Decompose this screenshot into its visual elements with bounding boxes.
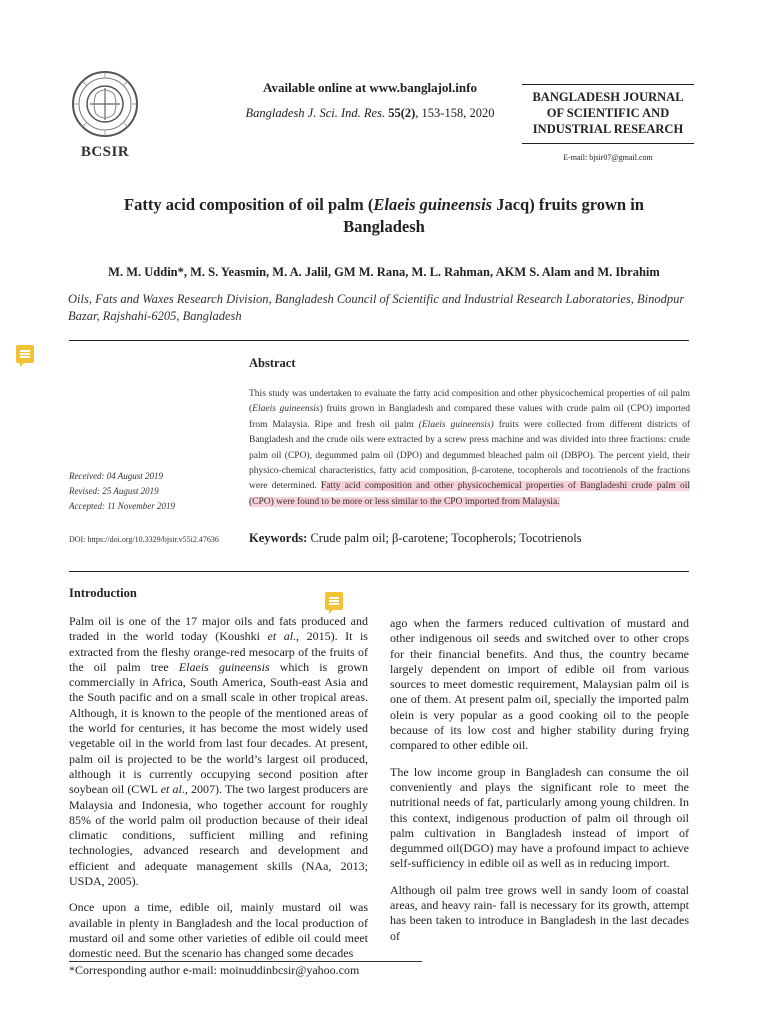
title-species: Elaeis guineensis <box>373 195 493 214</box>
abstract-species: Elaeis guineensis <box>252 404 320 415</box>
article-title <box>70 194 698 238</box>
paragraph: Although oil palm tree grows well in sandy loom of coastal areas, and heavy rain- fall is necessary for its growth, attempt has been taken to introduce in Bangladesh in the last decades of <box>390 882 689 943</box>
text-fragment: which is grown commercially in Africa, South America, South-east Asia and the South pacific and on a small scale in other tropical areas. Although, it is known to the people of the mentioned areas of the world for centuries, it has become the most widely used vegetable oil in the world from last four decades. At present, palm oil is projected to be the world’s largest oil produced, although it is currently occupying second position after soybean oil (CWL <box>69 659 369 797</box>
text-fragment: Elaeis guineensis <box>178 659 270 674</box>
citation-pages: , 153-158, 2020 <box>415 106 495 120</box>
text-fragment: ., 2015). It is extracted from the fleshy orange-red mesocarp of the fruits of the oil palm tree <box>69 629 368 674</box>
keywords <box>249 531 582 546</box>
abstract-fragment: fruits were collected from different districts of Bangladesh and the crude oils were extracted by a screw press machine and was divided into three fractions: crude palm oil (CPO), degummed palm oil (DPO) and degummed bleached palm oil (DBPO). The percent yield, their physico-chemical characteristics, fatty acid composition, β-carotene, tocopherols and tocotrienols of the fractions were determined. <box>249 419 690 492</box>
title-part: Jacq) fruits grown in <box>492 195 644 214</box>
text-fragment: et al <box>267 629 294 644</box>
paragraph: Once upon a time, edible oil, mainly mustard oil was available in plenty in Bangladesh and the local production of mustard oil and some other varieties of edible oil could meet domestic need. But the scenario has changed some decades <box>69 900 368 961</box>
bcsir-logo <box>60 64 150 174</box>
doi-link[interactable]: DOI: https://doi.org/10.3329/bjsir.v55i2.47636 <box>69 535 219 544</box>
author-list: M. M. Uddin*, M. S. Yeasmin, M. A. Jalil, GM M. Rana, M. L. Rahman, AKM S. Alam and M. Ibrahim <box>108 265 660 279</box>
abstract-heading: Abstract <box>249 356 296 370</box>
journal-name-line: BANGLADESH JOURNAL <box>532 90 684 104</box>
journal-citation <box>190 106 550 121</box>
abstract-fragment: ) fruits grown in Bangladesh and compared these values with crude palm oil (CPO) imported from Malaysia. Ripe and fresh oil palm <box>249 404 690 430</box>
paragraph: The low income group in Bangladesh can consume the oil conveniently and plays the significant role to meet the nutritional needs of fat, particularly among young children. In this context, indigenous production of palm oil through oil palm cultivation in Bangladesh instead of import of degummed oil(DGO) may have a profound impact to achieve self-sufficiency in edible oil as well as in reducing import. <box>390 764 689 871</box>
abstract-species: (Elaeis guineensis) <box>418 419 494 430</box>
comment-icon[interactable] <box>325 592 343 610</box>
paragraph: ago when the farmers reduced cultivation of mustard and other indigenous oil seeds and switched over to other crops for their financial benefits. And thus, the country became largely dependent on import of edible oil from various sources to meet domestic requirement, Malaysian palm oil is one of them. At present palm oil, specially the imported palm olein is very popular as a good cooking oil to the people because of its low cost and higher stability during frying compared to other edible oil. <box>390 616 689 753</box>
article-dates <box>69 469 175 514</box>
received-date: Received: 04 August 2019 <box>69 471 164 481</box>
corresponding-author-footnote: *Corresponding author e-mail: moinuddinbcsir@yahoo.com <box>69 963 360 977</box>
journal-name-line: OF SCIENTIFIC AND <box>546 106 670 120</box>
keywords-text: Crude palm oil; β-carotene; Tocopherols; Tocotrienols <box>307 531 582 545</box>
journal-email: E-mail: bjsir07@gmail.com <box>563 153 653 162</box>
bcsir-seal-icon <box>60 64 150 144</box>
citation-journal: Bangladesh J. Sci. Ind. Res. <box>245 106 386 120</box>
accepted-date: Accepted: 11 November 2019 <box>69 501 176 511</box>
intro-column-left <box>69 614 368 962</box>
paragraph <box>69 614 368 889</box>
introduction-heading: Introduction <box>69 586 137 600</box>
revised-date: Revised: 25 August 2019 <box>69 486 159 496</box>
title-part: Fatty acid composition of oil palm ( <box>124 195 374 214</box>
citation-volume: 55(2) <box>388 106 416 120</box>
abstract-text <box>249 387 690 510</box>
journal-name-box <box>522 84 694 144</box>
text-fragment: Palm oil is one of the 17 major oils and fats produced and traded in the world today (Koushki <box>69 614 368 644</box>
publisher-name: BCSIR <box>80 144 130 160</box>
abstract-fragment: This study was undertaken to evaluate the fatty acid composition and other physicochemical properties of oil palm ( <box>249 389 690 415</box>
journal-name-line: INDUSTRIAL RESEARCH <box>532 122 684 136</box>
intro-column-right <box>390 616 689 944</box>
highlighted-text[interactable]: Fatty acid composition and other physicochemical properties of Bangladeshi crude palm oil (CPO) were found to be more or less similar to the CPO imported from Malaysia. <box>249 481 690 507</box>
footnote-divider <box>69 961 422 962</box>
title-line-2: Bangladesh <box>343 217 425 236</box>
available-online-link[interactable]: Available online at www.banglajol.info <box>263 80 477 95</box>
divider <box>69 340 689 341</box>
divider <box>69 571 689 572</box>
keywords-label: Keywords: <box>249 531 308 545</box>
text-fragment: et al. <box>160 782 185 797</box>
text-fragment: , 2007). The two largest producers are Malaysia and Indonesia, who together account for roughly 85% of the world palm oil production because of their ideal climatic conditions, sufficient milling and refining technologies, advanced research and development and efficient and adequate management skills (NAa, 2013; USDA, 2005). <box>69 782 369 889</box>
affiliation: Oils, Fats and Waxes Research Division, Bangladesh Council of Scientific and Industrial Research Laboratories, Binodpur Bazar, Rajshahi-6205, Bangladesh <box>68 292 685 323</box>
comment-icon[interactable] <box>16 345 34 363</box>
